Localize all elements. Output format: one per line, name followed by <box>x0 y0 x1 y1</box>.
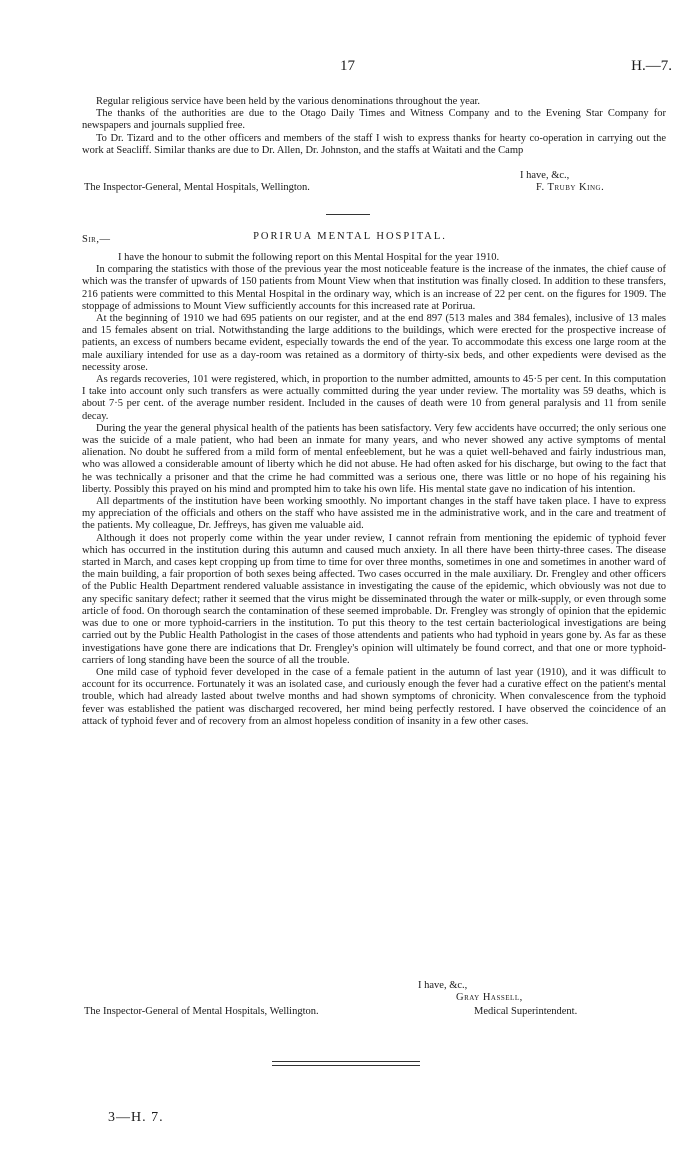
signatory-title: Medical Superintendent. <box>474 1006 578 1017</box>
closing-formula: I have, &c., <box>520 170 570 181</box>
paragraph: All departments of the institution have been working smoothly. No important changes in the staff have taken place. I have to express my appreciation of the officials and others on the staff who have assisted me in the administrative work, and in the care and treatment of the patients. My colleague, Dr. Jeffreys, has given me valuable aid. <box>82 496 666 532</box>
seacliff-report-end <box>82 96 666 157</box>
signatory: Gray Hassell, <box>456 992 523 1003</box>
signatory: F. Truby King. <box>536 182 605 193</box>
page-number: 17 <box>340 58 355 74</box>
paragraph: As regards recoveries, 101 were registered, which, in proportion to the number admitted, amounts to 45·5 per cent. In this computation I take into account only such transfers as were actually committed during the year under review. The mortality was 59 deaths, which is about 7·5 per cent. of the average number resident. Included in the causes of death were 10 from general paralysis and 11 from senile decay. <box>82 374 666 422</box>
addressee: The Inspector-General of Mental Hospitals, Wellington. <box>84 1006 319 1017</box>
section-heading: PORIRUA MENTAL HOSPITAL. <box>253 231 447 242</box>
section-divider <box>326 214 370 215</box>
sheet-reference: 3—H. 7. <box>108 1110 164 1125</box>
paragraph: At the beginning of 1910 we had 695 patients on our register, and at the end 897 (513 males and 384 females), inclusive of 13 males and 15 females absent on trial. Notwithstanding the large additions to the buildings, which were erected for the prospective increase of patients, an excess of numbers became evident, especially towards the end of the year. To accommodate this excess one large room at the male auxiliary intended for use as a day-room was retained as a dormitory of thirty-six beds, and other expedients were devised as the necessity arose. <box>82 313 666 373</box>
end-rule <box>272 1061 420 1066</box>
document-reference: H.—7. <box>631 58 672 74</box>
porirua-report-body <box>82 252 666 728</box>
paragraph: I have the honour to submit the following report on this Mental Hospital for the year 1910. <box>118 252 500 263</box>
paragraph: To Dr. Tizard and to the other officers and members of the staff I wish to express thanks for hearty co-operation in carrying out the work at Seacliff. Similar thanks are due to Dr. Allen, Dr. Johnston, and the staffs at Waitati and the Camp <box>82 132 666 156</box>
salutation: Sir,— <box>82 234 111 245</box>
closing-formula: I have, &c., <box>418 980 468 991</box>
paragraph: Regular religious service have been held by the various denominations throughout the year. <box>96 96 481 107</box>
paragraph: One mild case of typhoid fever developed in the case of a female patient in the autumn of last year (1910), and it was difficult to account for its occurrence. Fortunately it was an isolated case, and curiously enough the fever had a curative effect on the patient's mental trouble, which had already lasted about twelve months and had shown symptoms of chronicity. When convalescence from the typhoid fever was established the patient was discharged recovered, her mind being perfectly restored. I have observed the coincidence of an attack of typhoid fever and of recovery from an almost hopeless condition of insanity in a few other cases. <box>82 666 666 727</box>
addressee: The Inspector-General, Mental Hospitals, Wellington. <box>84 182 310 193</box>
paragraph: During the year the general physical health of the patients has been satisfactory. Very few accidents have occurred; the only serious one was the suicide of a male patient, who had been an inmate for many years, and who never showed any active symptoms of mental alienation. No doubt he suffered from a mild form of mental enfeeblement, but he was a quiet well-behaved and fairly industrious man, who was allowed a considerable amount of liberty which he did not abuse. He had often asked for his discharge, but owing to the fact that he was technically a prisoner and that the crime he had committed was a serious one, there was little or no hope of his regaining his liberty. Possibly this prayed on his mind and prompted him to take his own life. His mental state gave no indication of his intention. <box>82 422 666 495</box>
paragraph: The thanks of the authorities are due to the Otago Daily Times and Witness Company and to the Evening Star Company for newspapers and journals supplied free. <box>82 108 666 132</box>
paragraph: Although it does not properly come within the year under review, I cannot refrain from mentioning the epidemic of typhoid fever which has occurred in the institution during this autumn and caused much anxiety. In all there have been thirty-three cases. The disease started in March, and cases kept cropping up from time to time for over three months, sometimes in one and sometimes in another ward of the main building, a fair proportion of both sexes being affected. Two cases occurred in the male auxiliary. Dr. Frengley and other officers of the Public Health Department rendered valuable assistance in investigating the cause of the epidemic, which obviously was not due to any specific sanitary defect; rather it seemed that the virus might be disseminated through the water or milk-supply, or even through some article of food. On thorough search the contamination of these seemed improbable. Dr. Frengley was strongly of opinion that the epidemic was due to one or more typhoid-carriers in the institution. To put this theory to the test certain bacteriological investigations are being carried out by the Public Health Pathologist in the cases of those attendents and patients who had typhoid in years gone by. As far as these investigations have gone there are indications that Dr. Frengley's opinion will ultimately be found correct, and that one or more typhoid-carriers of long standing have been the source of all the trouble. <box>82 532 666 666</box>
paragraph: In comparing the statistics with those of the previous year the most noticeable feature is the increase of the inmates, the chief cause of which was the transfer of upwards of 150 patients from Mount View when that institution was finally closed. In addition to these transfers, 216 patients were committed to this Mental Hospital in the ordinary way, which is an increase of 22 per cent. on the figures for 1909. The stoppage of admissions to Mount View sufficiently accounts for this increased rate at Porirua. <box>82 264 666 312</box>
